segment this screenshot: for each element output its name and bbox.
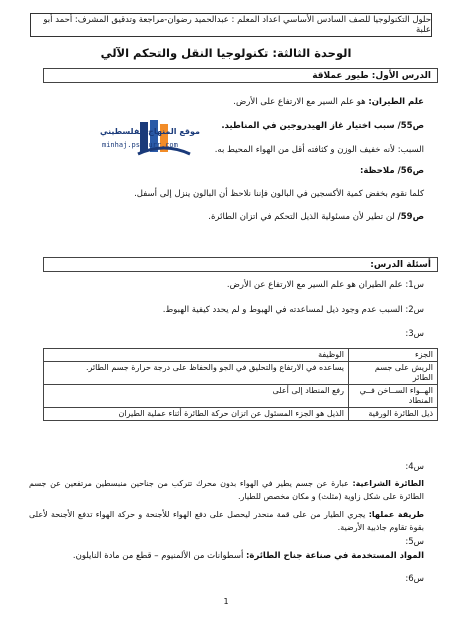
answer-q6-label: س6: bbox=[405, 574, 424, 584]
table-row bbox=[44, 362, 438, 385]
tail-text: لن تطير لأن مسئولية الذيل التحكم في اتزان الطائرة. bbox=[208, 212, 398, 222]
balloon-note: كلما نقوم بخفض كمية الأكسجين في البالون فإننا نلاحظ أن البالون ينزل إلى أسفل. bbox=[134, 189, 424, 199]
answer-q5-label: س5: bbox=[405, 537, 424, 547]
table-cell-part: الريش على جسم الطائر bbox=[349, 362, 438, 385]
answer-q3-label: س3: bbox=[405, 329, 424, 339]
table-header-function: الوظيفة bbox=[44, 349, 349, 362]
table-cell-function: يساعده في الارتفاع والتحليق في الجو والحفاظ على درجة حرارة جسم الطائر. bbox=[44, 362, 349, 385]
materials-label: المواد المستخدمة في صناعة جناح الطائرة: bbox=[246, 551, 424, 561]
parts-table bbox=[43, 348, 438, 421]
page-header bbox=[30, 13, 432, 37]
answer-q2: س2: السبب عدم وجود ذيل لمساعدته في الهبوط و لم يحدد كيفية الهبوط. bbox=[162, 305, 424, 315]
table-cell-part: ذيل الطائرة الورقية bbox=[349, 408, 438, 421]
table-row bbox=[44, 408, 438, 421]
answer-q4-label: س4: bbox=[405, 462, 424, 472]
questions-section-box bbox=[43, 257, 438, 272]
lesson-title: الدرس الأول: طيور عملاقة bbox=[312, 71, 431, 81]
glider-text: عبارة عن جسم يطير في الهواء بدون محرك تتركب من جناحين منبسطين مرتفعين عن جسم الطائرة على شكل زاوية (مثلث) و مكان مخصص للطيار. bbox=[29, 479, 424, 501]
lesson-title-box bbox=[43, 68, 438, 83]
header-text: حلول التكنولوجيا للصف السادس الأساسي اعداد المعلم : عبدالحميد رضوان-مراجعة وتدقيق المشرف: أحمد أبو علبة bbox=[43, 15, 431, 35]
glider-definition bbox=[29, 477, 424, 503]
aviation-text: هو علم السير مع الارتفاع على الأرض. bbox=[233, 97, 369, 107]
aviation-label: علم الطيران: bbox=[368, 97, 424, 107]
table-cell-function: الذيل هو الجزء المسئول عن اتزان حركة الطائرة أثناء عملية الطيران bbox=[44, 408, 349, 421]
page-number: 1 bbox=[223, 597, 229, 606]
hydrogen-question: ص55/ سبب اختيار غاز الهيدروجين في المناطيد. bbox=[221, 121, 424, 131]
table-header-row bbox=[44, 349, 438, 362]
table-cell-part: الهــواء الســاخن فــي المنطاد bbox=[349, 385, 438, 408]
logo-url: minhaj.pslcurr.com bbox=[102, 141, 178, 149]
unit-title: الوحدة الثالثة: تكنولوجيا النقل والتحكم الآلي bbox=[100, 46, 352, 60]
materials-text: أسطوانات من الألمنيوم – قطع من مادة النايلون. bbox=[72, 551, 247, 561]
tail-answer bbox=[208, 212, 424, 222]
wing-materials bbox=[73, 551, 424, 561]
tail-label: ص59/ bbox=[397, 212, 424, 222]
glider-label: الطائرة الشراعية: bbox=[352, 479, 424, 488]
aviation-definition bbox=[233, 97, 424, 107]
table-header-part: الجزء bbox=[349, 349, 438, 362]
operation-label: طريقة عملها: bbox=[368, 510, 424, 519]
table-row bbox=[44, 385, 438, 408]
note-label: ص56/ ملاحظة: bbox=[359, 166, 424, 176]
site-logo[interactable] bbox=[42, 118, 200, 158]
operation-text: يجري الطيار من على قمة منحدر ليحصل على دفع الهواء للأجنحة و حركة الهواء تدفع الأجنحة لأعلى بقوة تقاوم جاذبية الأرضية. bbox=[29, 510, 424, 532]
questions-section-title: أسئلة الدرس: bbox=[370, 260, 431, 270]
hydrogen-answer: السبب: لأنه خفيف الوزن و كثافته أقل من الهواء المحيط به. bbox=[214, 145, 424, 155]
glider-operation bbox=[29, 508, 424, 534]
answer-q1: س1: علم الطيران هو علم السير مع الارتفاع عن الأرض. bbox=[226, 280, 424, 290]
logo-title: موقع المنهاج الفلسطيني bbox=[100, 127, 200, 136]
table-cell-function: رفع المنطاد إلى أعلى bbox=[44, 385, 349, 408]
book-logo-icon bbox=[136, 118, 192, 158]
